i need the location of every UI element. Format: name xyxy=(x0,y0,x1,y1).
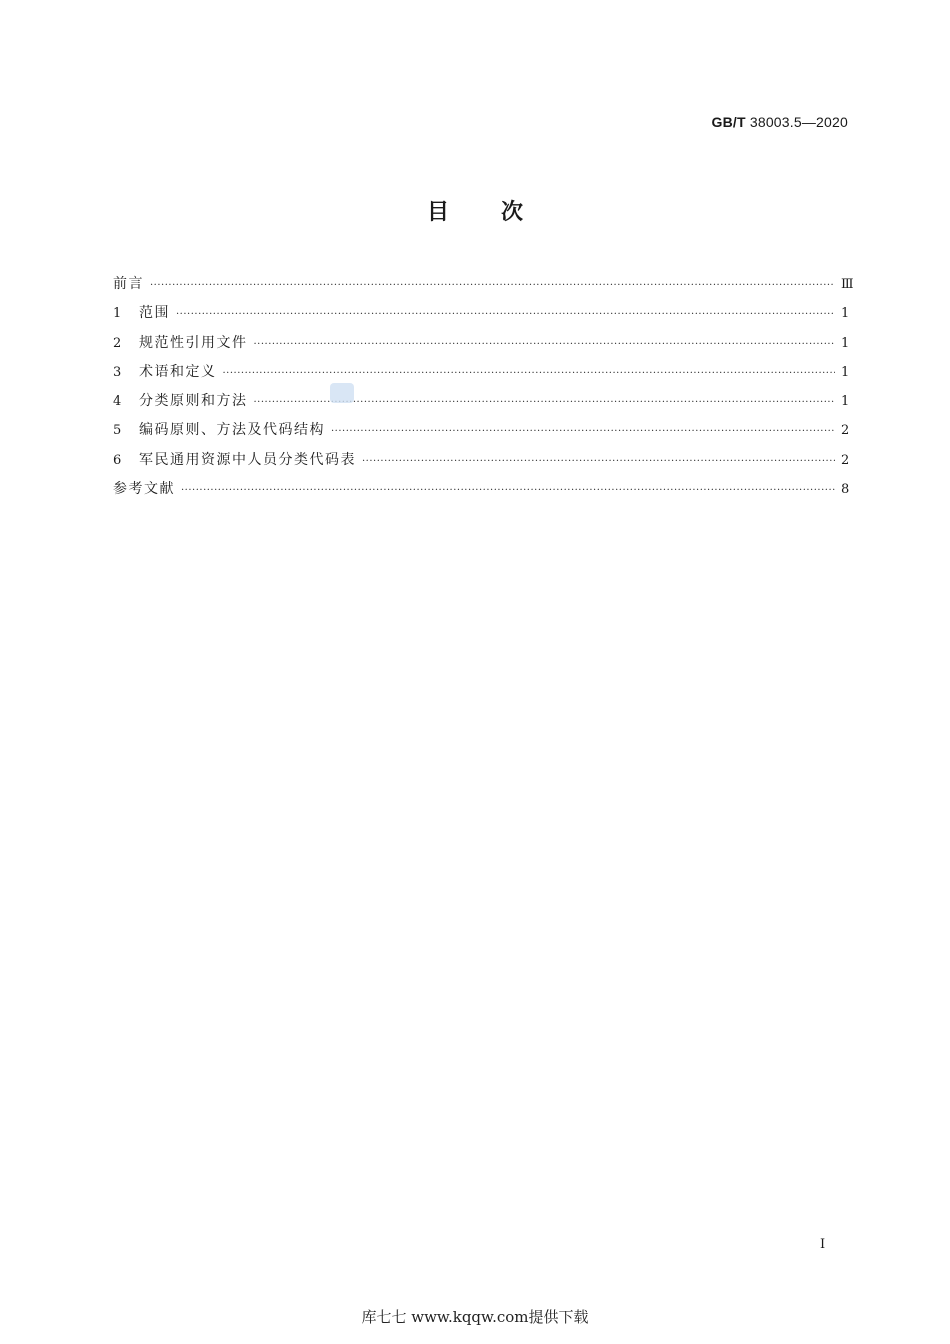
toc-entry-label: 编码原则、方法及代码结构 xyxy=(139,422,325,439)
toc-entry-number: 1 xyxy=(113,306,122,322)
toc-entry-label: 规范性引用文件 xyxy=(139,334,248,351)
toc-entry-number: 6 xyxy=(113,452,122,468)
toc-entry-number: 5 xyxy=(113,423,122,439)
toc-entry-page: 2 xyxy=(841,452,850,468)
toc-entry-5[interactable] xyxy=(113,419,849,448)
toc-leader-dots xyxy=(150,275,835,297)
standard-number: 38003.5—2020 xyxy=(749,114,848,130)
toc-entry-label: 分类原则和方法 xyxy=(139,393,248,410)
toc-entry-page: 8 xyxy=(841,482,850,498)
toc-entry-page: 1 xyxy=(841,364,850,380)
toc-entry-label: 参考文献 xyxy=(113,481,175,498)
download-footer: 库七七 www.kqqw.com提供下载 xyxy=(361,1308,589,1326)
toc-title xyxy=(0,195,950,226)
toc-entry-6[interactable] xyxy=(113,449,849,478)
toc-entry-number: 4 xyxy=(113,394,122,410)
toc-entry-page: 2 xyxy=(841,423,850,439)
toc-title-char-1: 目 xyxy=(426,200,449,225)
toc-leader-dots xyxy=(331,421,835,443)
toc-entry-foreword[interactable] xyxy=(113,273,854,302)
toc-title-char-2: 次 xyxy=(501,200,524,225)
toc-entry-page: 1 xyxy=(841,394,850,410)
toc-leader-dots xyxy=(176,304,835,326)
toc-entry-3[interactable] xyxy=(113,361,849,390)
toc-leader-dots xyxy=(254,334,836,356)
standard-prefix: GB/T xyxy=(711,114,746,130)
toc-entry-page: Ⅲ xyxy=(841,277,854,292)
toc-entry-page: 1 xyxy=(841,335,850,351)
toc-entry-4[interactable] xyxy=(113,390,849,419)
toc-entry-1[interactable] xyxy=(113,302,849,331)
toc-entry-number: 3 xyxy=(113,364,122,380)
toc-entry-bibliography[interactable] xyxy=(113,478,849,507)
toc-entry-page: 1 xyxy=(841,306,850,322)
page-number: I xyxy=(820,1237,826,1252)
toc-entry-label: 军民通用资源中人员分类代码表 xyxy=(139,451,356,468)
toc-entry-label: 范围 xyxy=(139,305,170,322)
toc-leader-dots xyxy=(181,480,835,502)
table-of-contents xyxy=(113,273,854,507)
toc-leader-dots xyxy=(223,363,836,385)
watermark-logo xyxy=(330,383,354,403)
toc-entry-number: 2 xyxy=(113,335,122,351)
toc-entry-2[interactable] xyxy=(113,332,849,361)
standard-code xyxy=(712,114,849,130)
toc-entry-label: 前言 xyxy=(113,276,144,292)
toc-leader-dots xyxy=(362,451,835,473)
toc-entry-label: 术语和定义 xyxy=(139,363,217,380)
